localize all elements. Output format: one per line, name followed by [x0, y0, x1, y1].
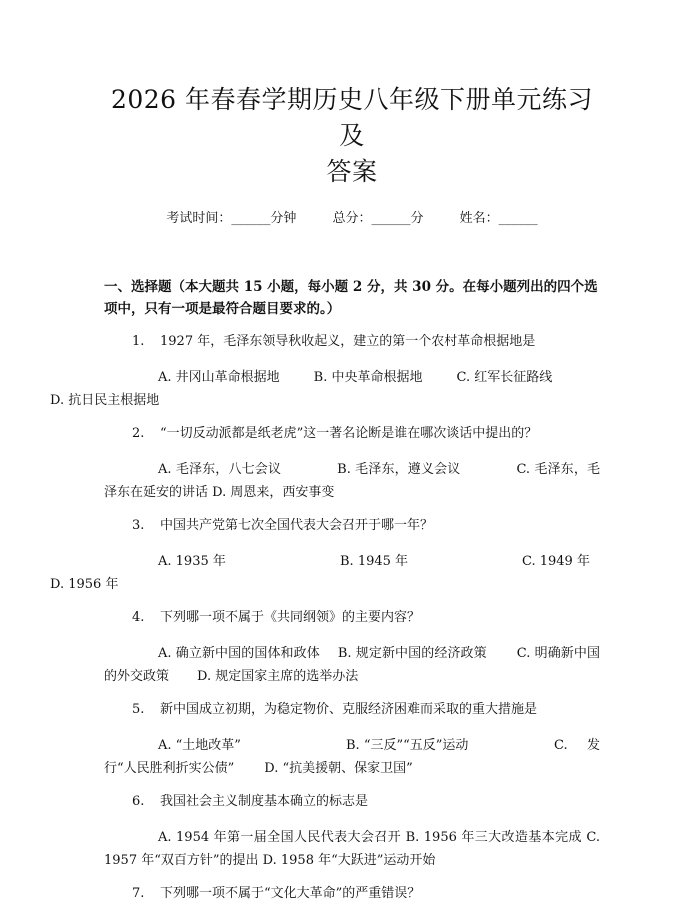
option-c: C. 红军长征路线 — [456, 370, 553, 385]
question-number: 1. — [132, 334, 145, 349]
option-a: A. 1954 年第一届全国人民代表大会召开 — [158, 830, 402, 845]
option-d: D. 规定国家主席的选举办法 — [197, 669, 359, 684]
question-number: 6. — [132, 794, 145, 809]
option-b: B. 中央革命根据地 — [313, 370, 423, 385]
option-c: C. 毛泽东，毛泽东在延安的讲话 — [104, 462, 601, 500]
option-b: B. 1945 年 — [340, 554, 409, 569]
question-text: 新中国成立初期，为稳定物价、克服经济困难而采取的重大措施是 — [160, 702, 538, 717]
option-c: C. 发行“人民胜利折实公债” — [104, 738, 600, 776]
option-b: B. 规定新中国的经济政策 — [337, 646, 487, 661]
question-number: 2. — [132, 426, 145, 441]
question-3 — [50, 516, 600, 596]
question-options — [50, 550, 600, 596]
question-stem — [104, 792, 600, 812]
option-a: A. 1935 年 — [158, 554, 226, 569]
question-text: 我国社会主义制度基本确立的标志是 — [160, 794, 369, 809]
question-options — [104, 458, 600, 504]
student-name-field: 姓名：______ — [459, 211, 538, 226]
question-options — [104, 826, 600, 872]
option-b: B. 毛泽东，遵义会议 — [337, 462, 461, 477]
question-number: 7. — [132, 886, 145, 901]
question-1 — [50, 332, 600, 412]
title-line-2: 答案 — [326, 157, 378, 186]
question-text: 下列哪一项不属于《共同纲领》的主要内容？ — [160, 610, 421, 625]
exam-info — [104, 210, 600, 228]
option-d: D. 1956 年 — [50, 577, 119, 592]
exam-score-field: 总分：______分 — [332, 211, 424, 226]
question-stem — [104, 608, 600, 628]
section-heading: 一、选择题（本大题共 15 小题，每小题 2 分，共 30 分。在每小题列出的四个选项中，只有一项是最符合题目要求的。） — [104, 279, 598, 317]
document-title — [104, 82, 600, 190]
question-text: 中国共产党第七次全国代表大会召开于哪一年？ — [160, 518, 434, 533]
exam-time-field: 考试时间：______分钟 — [166, 211, 297, 226]
option-a: A. 毛泽东，八七会议 — [158, 462, 282, 477]
option-a: A. 确立新中国的国体和政体 — [158, 646, 320, 661]
option-d: D. “抗美援朝、保家卫国” — [264, 761, 413, 776]
question-4 — [104, 608, 600, 688]
option-c: C. 1957 年“双百方针”的提出 — [104, 830, 601, 868]
question-stem — [104, 700, 600, 720]
question-text: “一切反动派都是纸老虎”这一著名论断是谁在哪次谈话中提出的？ — [160, 426, 538, 441]
question-options — [104, 734, 600, 780]
question-5 — [104, 700, 600, 780]
option-a: A. “土地改革” — [158, 738, 241, 753]
question-stem — [104, 516, 600, 536]
question-options — [104, 642, 600, 688]
question-stem — [104, 884, 600, 904]
question-7 — [104, 884, 600, 904]
question-number: 4. — [132, 610, 145, 625]
option-a: A. 井冈山革命根据地 — [158, 370, 280, 385]
option-b: B. 1956 年三大改造基本完成 — [405, 830, 582, 845]
question-stem — [104, 332, 600, 352]
option-d: D. 抗日民主根据地 — [50, 393, 160, 408]
title-line-1: 2026 年春春学期历史八年级下册单元练习及 — [110, 85, 594, 150]
option-d: D. 周恩来，西安事变 — [212, 485, 335, 500]
option-c: C. 1949 年 — [522, 554, 590, 569]
question-6 — [104, 792, 600, 872]
question-text: 下列哪一项不属于“文化大革命”的严重错误？ — [160, 886, 421, 901]
question-text: 1927 年，毛泽东领导秋收起义，建立的第一个农村革命根据地是 — [160, 334, 536, 349]
option-d: D. 1958 年“大跃进”运动开始 — [262, 853, 436, 868]
question-number: 5. — [132, 702, 145, 717]
question-stem — [104, 424, 600, 444]
question-options — [50, 366, 600, 412]
question-number: 3. — [132, 518, 145, 533]
option-b: B. “三反”“五反”运动 — [346, 738, 469, 753]
question-2 — [104, 424, 600, 504]
option-c: C. 明确新中国的外交政策 — [104, 646, 600, 684]
